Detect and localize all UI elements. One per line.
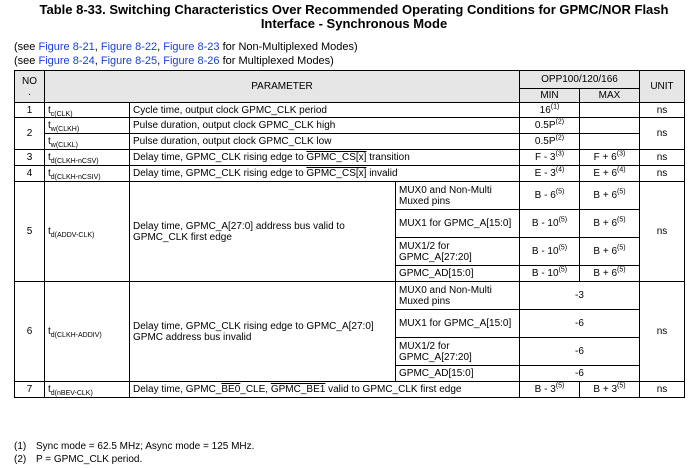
max-value — [580, 103, 640, 118]
table-row: 4 $t_{d(CLKH-nCSIV)}$ Delay time, GPMC_CLK rising edge to GPMC_CS[x] invalid E - 3$^{(4)}$ $E + 6^{(4)}$ ns — [15, 166, 685, 182]
value: -6 — [520, 338, 640, 366]
value: -6 — [520, 310, 640, 338]
mode: GPMC_AD[15:0] — [396, 266, 520, 282]
min-value: B - 10$^{(5)}$ — [520, 238, 580, 266]
min-value: $0.5P^{(2)}$ — [520, 134, 580, 150]
description: Delay time, GPMC_BE0_CLE, GPMC_BE1 valid to GPMC_CLK first edge — [130, 382, 520, 398]
table-row: 5 $t_{d(ADDV-CLK)}$ Delay time, GPMC_A[27:0] address bus valid to GPMC_CLK first edge MUX0 and Non-Multi Muxed pins B - 6$^{(5)}$ $B + 6^{(5)}$ ns — [15, 182, 685, 210]
max-value: $B + 6^{(5)}$ — [580, 266, 640, 282]
min-value: B - 10$^{(5)}$ — [520, 210, 580, 238]
symbol: $t_{d(CLKH-ADDIV)}$ — [45, 282, 130, 382]
min-value: $0.5P^{(2)}$ — [520, 118, 580, 134]
max-value — [580, 134, 640, 150]
mode: MUX1 for GPMC_A[15:0] — [396, 210, 520, 238]
max-value: $B + 6^{(5)}$ — [580, 182, 640, 210]
description: Pulse duration, output clock GPMC_CLK high — [130, 118, 520, 134]
description: Pulse duration, output clock GPMC_CLK low — [130, 134, 520, 150]
see-nonmux — [14, 40, 358, 54]
mode: GPMC_AD[15:0] — [396, 366, 520, 382]
see-mux — [14, 54, 358, 68]
link-figure-8-21[interactable]: Figure 8-21 — [38, 41, 95, 53]
mode: MUX0 and Non-Multi Muxed pins — [396, 282, 520, 310]
col-header-unit: UNIT — [640, 71, 685, 103]
table-row: 7 $t_{d(nBEV-CLK)}$ Delay time, GPMC_BE0_CLE, GPMC_BE1 valid to GPMC_CLK first edge B - 3$^{(5)}$ $B + 3^{(5)}$ ns — [15, 382, 685, 398]
max-value: $E + 6^{(4)}$ — [580, 166, 640, 182]
description: Cycle time, output clock GPMC_CLK period — [130, 103, 520, 118]
see-post: for Non-Multiplexed Modes) — [219, 41, 358, 53]
col-header-max: MAX — [580, 89, 640, 103]
description: Delay time, GPMC_CLK rising edge to GPMC_CS[x] transition — [130, 150, 520, 166]
max-value — [580, 118, 640, 134]
col-header-parameter: PARAMETER — [45, 71, 520, 103]
link-figure-8-25[interactable]: Figure 8-25 — [100, 55, 158, 67]
symbol: $t_{c(CLK)}$ — [45, 103, 130, 118]
see-pre: (see — [14, 55, 39, 67]
description: Delay time, GPMC_CLK rising edge to GPMC_A[27:0] GPMC address bus invalid — [130, 282, 396, 382]
footnotes — [14, 440, 254, 466]
max-value: $F + 6^{(3)}$ — [580, 150, 640, 166]
sep: , — [94, 55, 101, 67]
switching-characteristics-table — [14, 70, 685, 398]
symbol: $t_{d(CLKH-nCSV)}$ — [45, 150, 130, 166]
value: -3 — [520, 282, 640, 310]
footnote-1: (1) Sync mode = 62.5 MHz; Async mode = 125 MHz. — [14, 441, 255, 452]
link-figure-8-23[interactable]: Figure 8-23 — [163, 41, 220, 53]
min-value: B - 6$^{(5)}$ — [520, 182, 580, 210]
title-line-2: Interface - Synchronous Mode — [260, 16, 448, 31]
mode: MUX1/2 for GPMC_A[27:20] — [396, 338, 520, 366]
footnote-2: (2) P = GPMC_CLK period. — [14, 454, 143, 465]
link-figure-8-22[interactable]: Figure 8-22 — [100, 41, 158, 53]
min-value: B - 10$^{(5)}$ — [520, 266, 580, 282]
mode: MUX1/2 for GPMC_A[27:20] — [396, 238, 520, 266]
max-value: $B + 6^{(5)}$ — [580, 238, 640, 266]
see-post: for Multiplexed Modes) — [219, 55, 334, 67]
symbol: $t_{d(ADDV-CLK)}$ — [45, 182, 130, 282]
mode: MUX0 and Non-Multi Muxed pins — [396, 182, 520, 210]
figure-references — [14, 40, 358, 68]
see-pre: (see — [14, 41, 39, 53]
sep: , — [94, 41, 101, 53]
description: Delay time, GPMC_A[27:0] address bus valid to GPMC_CLK first edge — [130, 182, 396, 282]
symbol: $t_{w(CLKH)}$ — [45, 118, 130, 134]
table-row: 6 $t_{d(CLKH-ADDIV)}$ Delay time, GPMC_CLK rising edge to GPMC_A[27:0] GPMC address bus invalid MUX0 and Non-Multi Muxed pins -3 ns — [15, 282, 685, 310]
sep: , — [157, 41, 164, 53]
min-value: E - 3$^{(4)}$ — [520, 166, 580, 182]
table-title — [14, 3, 694, 31]
description: Delay time, GPMC_CLK rising edge to GPMC_CS[x] invalid — [130, 166, 520, 182]
symbol: $t_{w(CLKL)}$ — [45, 134, 130, 150]
mode: MUX1 for GPMC_A[15:0] — [396, 310, 520, 338]
link-figure-8-24[interactable]: Figure 8-24 — [38, 55, 95, 67]
table-row — [15, 134, 685, 150]
table-row: 2 $t_{w(CLKH)}$ Pulse duration, output clock GPMC_CLK high $0.5P^{(2)}$ ns — [15, 118, 685, 134]
min-value: 16$^{(1)}$ — [520, 103, 580, 118]
title-line-1: Table 8-33. Switching Characteristics Over Recommended Operating Conditions for GPMC/NOR Flash — [39, 2, 669, 17]
col-header-min: MIN — [520, 89, 580, 103]
min-value: B - 3$^{(5)}$ — [520, 382, 580, 398]
col-header-opp: OPP100/120/166 — [520, 71, 640, 89]
symbol: $t_{d(nBEV-CLK)}$ — [45, 382, 130, 398]
max-value: $B + 3^{(5)}$ — [580, 382, 640, 398]
max-value: $B + 6^{(5)}$ — [580, 210, 640, 238]
table-row: 3 $t_{d(CLKH-nCSV)}$ Delay time, GPMC_CLK rising edge to GPMC_CS[x] transition F - 3$^{(3)}$ $F + 6^{(3)}$ ns — [15, 150, 685, 166]
link-figure-8-26[interactable]: Figure 8-26 — [163, 55, 220, 67]
value: -6 — [520, 366, 640, 382]
col-header-no: NO . — [15, 71, 45, 103]
symbol: $t_{d(CLKH-nCSIV)}$ — [45, 166, 130, 182]
sep: , — [157, 55, 164, 67]
table-row: 1 $t_{c(CLK)}$ Cycle time, output clock GPMC_CLK period 16$^{(1)}$ ns — [15, 103, 685, 118]
min-value: F - 3$^{(3)}$ — [520, 150, 580, 166]
